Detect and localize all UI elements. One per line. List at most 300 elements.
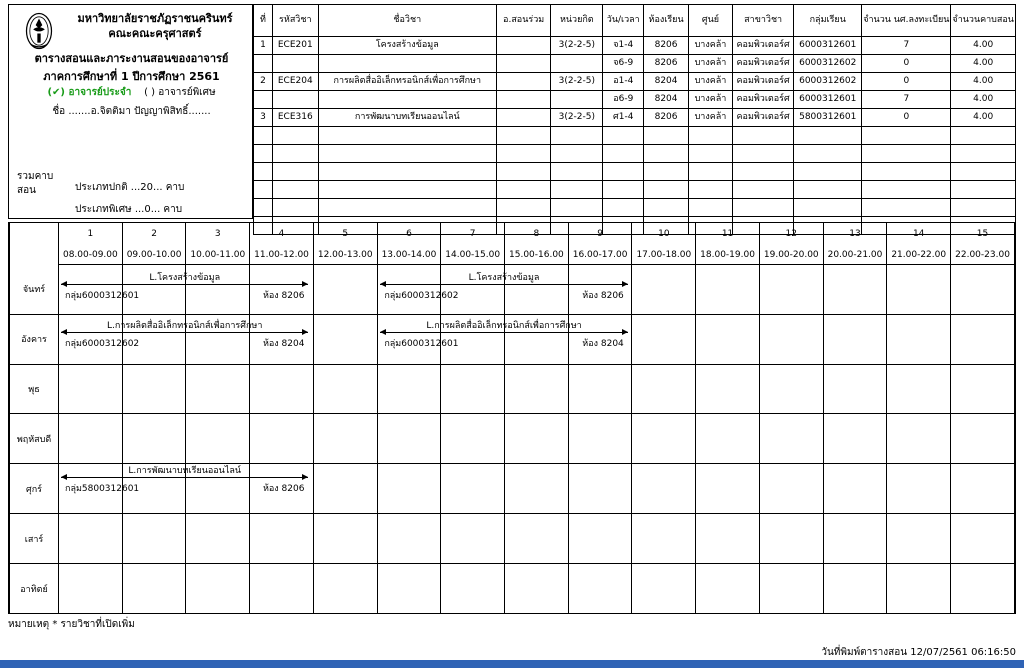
slot-cell[interactable] — [441, 364, 505, 414]
period-head: 5 — [313, 223, 377, 245]
event-room: ห้อง 8206 — [582, 291, 624, 301]
cell-hours — [951, 163, 1016, 181]
cell-name — [318, 181, 496, 199]
cell-qty: 7 — [862, 91, 951, 109]
slot-cell[interactable] — [441, 264, 505, 314]
cell-hours — [951, 145, 1016, 163]
slot-cell[interactable] — [186, 464, 250, 514]
slot-cell[interactable] — [887, 564, 951, 613]
time-head: 17.00-18.00 — [632, 245, 696, 264]
time-head: 18.00-19.00 — [696, 245, 760, 264]
slot-cell[interactable] — [696, 314, 760, 364]
slot-cell[interactable] — [441, 314, 505, 364]
cell-credit: 3(2-2-5) — [551, 37, 603, 55]
slot-cell[interactable] — [377, 564, 441, 613]
cell-name: การผลิตสื่ออิเล็กทรอนิกส์เพื่อการศึกษา — [318, 73, 496, 91]
cell-center: บางคล้า — [688, 91, 732, 109]
cell-credit — [551, 55, 603, 73]
time-head: 10.00-11.00 — [186, 245, 250, 264]
cell-day: จ6-9 — [603, 55, 644, 73]
table-row — [254, 91, 1016, 109]
cell-credit — [551, 127, 603, 145]
cell-group — [794, 181, 862, 199]
slot-cell[interactable] — [377, 414, 441, 464]
footnote: หมายเหตุ * รายวิชาที่เปิดเพิ่ม — [8, 619, 135, 630]
cell-group: 6000312602 — [794, 73, 862, 91]
cell-co — [496, 181, 550, 199]
day-label: เสาร์ — [10, 514, 59, 564]
cell-center — [688, 199, 732, 217]
table-row — [254, 73, 1016, 91]
slot-cell[interactable] — [823, 464, 887, 514]
cell-credit — [551, 181, 603, 199]
period-head: 14 — [887, 223, 951, 245]
time-head: 21.00-22.00 — [887, 245, 951, 264]
cell-hours: 4.00 — [951, 109, 1016, 127]
event-title: L.การผลิตสื่ออิเล็กทรอนิกส์เพื่อการศึกษา — [426, 321, 582, 332]
slot-cell[interactable] — [759, 314, 823, 364]
slot-cell[interactable] — [632, 314, 696, 364]
period-head: 8 — [505, 223, 569, 245]
slot-cell[interactable] — [122, 414, 186, 464]
schedule-day-row — [10, 364, 1015, 414]
slot-cell[interactable] — [505, 364, 569, 414]
slot-cell[interactable] — [186, 264, 250, 314]
event-title: L.การผลิตสื่ออิเล็กทรอนิกส์เพื่อการศึกษา — [107, 321, 263, 332]
cell-room — [644, 145, 689, 163]
event-group: กลุ่ม6000312601 — [65, 291, 140, 301]
slot-cell[interactable] — [632, 564, 696, 613]
period-head: 1 — [59, 223, 123, 245]
slot-cell[interactable] — [632, 464, 696, 514]
period-head: 6 — [377, 223, 441, 245]
cell-no — [254, 55, 273, 73]
cell-code — [272, 145, 318, 163]
slot-cell[interactable] — [441, 414, 505, 464]
cell-name — [318, 199, 496, 217]
slot-cell[interactable] — [313, 314, 377, 364]
bottom-bar — [0, 660, 1024, 668]
teacher-name: ชื่อ .......อ.จิตติมา ปัญญาพิสิทธิ์....... — [52, 106, 211, 117]
total-hours-label-line1: รวมคาบ — [17, 171, 54, 182]
cell-center: บางคล้า — [688, 109, 732, 127]
event-group: กลุ่ม6000312602 — [65, 339, 140, 350]
period-head: 9 — [568, 223, 632, 245]
slot-cell[interactable] — [59, 414, 123, 464]
slot-cell[interactable] — [505, 264, 569, 314]
cell-no — [254, 163, 273, 181]
slot-cell[interactable] — [823, 414, 887, 464]
cell-hours: 4.00 — [951, 73, 1016, 91]
slot-cell[interactable] — [377, 264, 441, 314]
cell-code — [272, 181, 318, 199]
cell-hours — [951, 199, 1016, 217]
cell-group — [794, 127, 862, 145]
table-row — [254, 37, 1016, 55]
time-head: 16.00-17.00 — [568, 245, 632, 264]
cell-group: 5800312601 — [794, 109, 862, 127]
slot-cell[interactable] — [122, 564, 186, 613]
slot-cell[interactable] — [377, 514, 441, 564]
col-daytime: วัน/เวลา — [603, 5, 644, 37]
slot-cell[interactable] — [568, 264, 632, 314]
slot-cell[interactable] — [696, 364, 760, 414]
slot-cell[interactable] — [887, 464, 951, 514]
slot-cell[interactable] — [250, 264, 314, 314]
slot-cell[interactable] — [759, 264, 823, 314]
cell-credit — [551, 91, 603, 109]
slot-cell[interactable] — [568, 414, 632, 464]
period-head: 10 — [632, 223, 696, 245]
event-group: กลุ่ม6000312601 — [384, 339, 459, 350]
slot-cell[interactable] — [951, 314, 1015, 364]
period-head: 3 — [186, 223, 250, 245]
cell-day — [603, 163, 644, 181]
cell-code — [272, 127, 318, 145]
cell-day — [603, 181, 644, 199]
special-teacher-checkbox[interactable]: ( ) อาจารย์พิเศษ — [144, 87, 216, 98]
cell-room — [644, 181, 689, 199]
cell-room: 8206 — [644, 109, 689, 127]
cell-major: คอมพิวเตอร์ศ — [733, 91, 794, 109]
header-info-box — [8, 4, 253, 219]
regular-teacher-checkbox[interactable]: (✔) อาจารย์ประจำ — [47, 87, 132, 98]
cell-group — [794, 145, 862, 163]
slot-cell[interactable] — [122, 264, 186, 314]
courses-table-head — [254, 5, 1016, 37]
period-head: 11 — [696, 223, 760, 245]
schedule-day-row — [10, 264, 1015, 314]
table-row — [254, 127, 1016, 145]
cell-no — [254, 145, 273, 163]
day-label: พฤหัสบดี — [10, 414, 59, 464]
event-room: ห้อง 8206 — [262, 291, 305, 301]
event-group: กลุ่ม6000312602 — [384, 291, 459, 301]
schedule-day-row — [10, 414, 1015, 464]
schedule-day-row — [10, 314, 1015, 364]
cell-code: ECE204 — [272, 73, 318, 91]
slot-cell[interactable] — [568, 514, 632, 564]
slot-cell[interactable] — [186, 564, 250, 613]
cell-hours — [951, 127, 1016, 145]
slot-cell[interactable] — [441, 464, 505, 514]
slot-cell[interactable] — [632, 264, 696, 314]
slot-cell[interactable] — [823, 314, 887, 364]
slot-cell[interactable] — [250, 414, 314, 464]
cell-credit: 3(2-2-5) — [551, 73, 603, 91]
cell-qty — [862, 163, 951, 181]
schedule-day-row — [10, 564, 1015, 613]
slot-cell[interactable] — [250, 564, 314, 613]
event-room: ห้อง 8206 — [262, 483, 305, 494]
cell-room — [644, 199, 689, 217]
total-hours-values — [75, 177, 184, 221]
cell-name — [318, 127, 496, 145]
slot-cell[interactable] — [505, 564, 569, 613]
cell-no — [254, 127, 273, 145]
cell-no — [254, 91, 273, 109]
university-name: มหาวิทยาลัยราชภัฏราชนครินทร์ — [77, 12, 233, 25]
cell-qty: 0 — [862, 55, 951, 73]
period-head: 2 — [122, 223, 186, 245]
time-head: 12.00-13.00 — [313, 245, 377, 264]
slot-cell[interactable] — [696, 514, 760, 564]
slot-cell[interactable] — [823, 364, 887, 414]
time-head: 08.00-09.00 — [59, 245, 123, 264]
slot-cell[interactable] — [313, 464, 377, 514]
cell-day: จ1-4 — [603, 37, 644, 55]
corner-cell — [10, 223, 59, 264]
cell-group — [794, 199, 862, 217]
time-head: 22.00-23.00 — [951, 245, 1015, 264]
slot-cell[interactable] — [759, 414, 823, 464]
slot-cell[interactable] — [186, 364, 250, 414]
cell-day — [603, 145, 644, 163]
total-hours-label-line2: สอน — [17, 185, 36, 196]
teacher-type-row — [15, 85, 248, 100]
col-coteacher: อ.สอนร่วม — [496, 5, 550, 37]
slot-cell[interactable] — [632, 514, 696, 564]
slot-cell[interactable] — [759, 564, 823, 613]
cell-credit — [551, 199, 603, 217]
slot-cell[interactable] — [632, 364, 696, 414]
slot-cell[interactable] — [186, 514, 250, 564]
total-hours-label — [17, 170, 53, 198]
day-label: อังคาร — [10, 314, 59, 364]
slot-cell[interactable] — [122, 314, 186, 364]
slot-cell[interactable] — [823, 264, 887, 314]
slot-cell[interactable] — [823, 564, 887, 613]
table-row — [254, 163, 1016, 181]
col-major: สาขาวิชา — [733, 5, 794, 37]
slot-cell[interactable] — [377, 364, 441, 414]
col-center: ศูนย์ — [688, 5, 732, 37]
slot-cell[interactable] — [696, 264, 760, 314]
slot-cell[interactable] — [59, 264, 123, 314]
cell-center — [688, 181, 732, 199]
slot-cell[interactable] — [377, 314, 441, 364]
cell-major — [733, 145, 794, 163]
cell-center: บางคล้า — [688, 55, 732, 73]
slot-cell[interactable] — [759, 514, 823, 564]
cell-name — [318, 55, 496, 73]
col-code: รหัสวิชา — [272, 5, 318, 37]
cell-credit — [551, 163, 603, 181]
day-label: ศุกร์ — [10, 464, 59, 514]
cell-major — [733, 127, 794, 145]
cell-name — [318, 145, 496, 163]
cell-major — [733, 163, 794, 181]
time-head: 15.00-16.00 — [505, 245, 569, 264]
slot-cell[interactable] — [59, 314, 123, 364]
cell-co — [496, 163, 550, 181]
event-title: L.การพัฒนาบทเรียนออนไลน์ — [128, 465, 242, 476]
cell-no — [254, 199, 273, 217]
cell-no: 2 — [254, 73, 273, 91]
slot-cell[interactable] — [377, 464, 441, 514]
slot-cell[interactable] — [186, 314, 250, 364]
schedule-table — [9, 223, 1015, 613]
slot-cell[interactable] — [59, 364, 123, 414]
col-name: ชื่อวิชา — [318, 5, 496, 37]
event-title: L.โครงสร้างข้อมูล — [149, 273, 221, 283]
col-group: กลุ่มเรียน — [794, 5, 862, 37]
slot-cell[interactable] — [823, 514, 887, 564]
cell-code — [272, 55, 318, 73]
slot-cell[interactable] — [313, 364, 377, 414]
cell-qty: 0 — [862, 109, 951, 127]
slot-cell[interactable] — [696, 564, 760, 613]
university-title — [65, 11, 245, 41]
cell-qty — [862, 199, 951, 217]
slot-cell[interactable] — [568, 364, 632, 414]
slot-cell[interactable] — [441, 564, 505, 613]
cell-major — [733, 199, 794, 217]
cell-co — [496, 91, 550, 109]
slot-cell[interactable] — [505, 464, 569, 514]
cell-credit: 3(2-2-5) — [551, 109, 603, 127]
table-row — [254, 199, 1016, 217]
slot-cell[interactable] — [250, 364, 314, 414]
time-head: 11.00-12.00 — [250, 245, 314, 264]
slot-cell[interactable] — [313, 514, 377, 564]
special-hours: ประเภทพิเศษ ...0... คาบ — [75, 204, 183, 215]
slot-cell[interactable] — [568, 464, 632, 514]
cell-group: 6000312602 — [794, 55, 862, 73]
schedule-day-row — [10, 514, 1015, 564]
top-section — [8, 4, 1016, 219]
cell-group: 6000312601 — [794, 37, 862, 55]
slot-cell[interactable] — [505, 514, 569, 564]
regular-hours: ประเภทปกติ ...20... คาบ — [75, 182, 185, 193]
cell-hours: 4.00 — [951, 55, 1016, 73]
cell-room — [644, 127, 689, 145]
slot-cell[interactable] — [122, 464, 186, 514]
cell-qty: 0 — [862, 73, 951, 91]
schedule-day-row — [10, 464, 1015, 514]
cell-day: อ1-4 — [603, 73, 644, 91]
slot-cell[interactable] — [887, 264, 951, 314]
slot-cell[interactable] — [887, 364, 951, 414]
cell-room: 8206 — [644, 37, 689, 55]
slot-cell[interactable] — [759, 464, 823, 514]
slot-cell[interactable] — [122, 364, 186, 414]
cell-credit — [551, 145, 603, 163]
slot-cell[interactable] — [887, 514, 951, 564]
cell-center: บางคล้า — [688, 37, 732, 55]
cell-name: โครงสร้างข้อมูล — [318, 37, 496, 55]
cell-qty — [862, 145, 951, 163]
cell-day: อ6-9 — [603, 91, 644, 109]
cell-center: บางคล้า — [688, 73, 732, 91]
period-head: 13 — [823, 223, 887, 245]
slot-cell[interactable] — [250, 314, 314, 364]
slot-cell[interactable] — [505, 314, 569, 364]
slot-cell[interactable] — [313, 414, 377, 464]
slot-cell[interactable] — [887, 314, 951, 364]
cell-major — [733, 181, 794, 199]
cell-hours: 4.00 — [951, 37, 1016, 55]
slot-cell[interactable] — [441, 514, 505, 564]
slot-cell[interactable] — [505, 414, 569, 464]
cell-co — [496, 55, 550, 73]
courses-table — [253, 4, 1016, 235]
cell-co — [496, 199, 550, 217]
document-title: ตารางสอนและภาระงานสอนของอาจารย์ — [34, 52, 229, 65]
slot-cell[interactable] — [568, 314, 632, 364]
cell-center — [688, 163, 732, 181]
cell-major: คอมพิวเตอร์ศ — [733, 73, 794, 91]
slot-cell[interactable] — [313, 264, 377, 314]
cell-center — [688, 145, 732, 163]
slot-cell[interactable] — [696, 464, 760, 514]
cell-day — [603, 199, 644, 217]
slot-cell[interactable] — [122, 514, 186, 564]
print-timestamp: วันที่พิมพ์ตารางสอน 12/07/2561 06:16:50 — [821, 647, 1016, 658]
event-title: L.โครงสร้างข้อมูล — [468, 273, 540, 283]
cell-major: คอมพิวเตอร์ศ — [733, 109, 794, 127]
col-no: ที่ — [254, 5, 273, 37]
cell-day — [603, 127, 644, 145]
table-row — [254, 181, 1016, 199]
time-head: 13.00-14.00 — [377, 245, 441, 264]
slot-cell[interactable] — [59, 564, 123, 613]
day-label: จันทร์ — [10, 264, 59, 314]
slot-cell[interactable] — [632, 414, 696, 464]
cell-code — [272, 199, 318, 217]
slot-cell[interactable] — [951, 364, 1015, 414]
cell-code: ECE316 — [272, 109, 318, 127]
slot-cell[interactable] — [951, 514, 1015, 564]
slot-cell[interactable] — [759, 364, 823, 414]
slot-cell[interactable] — [59, 514, 123, 564]
slot-cell[interactable] — [951, 414, 1015, 464]
slot-cell[interactable] — [568, 564, 632, 613]
slot-cell[interactable] — [250, 464, 314, 514]
slot-cell[interactable] — [951, 464, 1015, 514]
event-group: กลุ่ม5800312601 — [65, 483, 140, 494]
time-head: 09.00-10.00 — [122, 245, 186, 264]
period-head: 7 — [441, 223, 505, 245]
slot-cell[interactable] — [59, 464, 123, 514]
cell-major: คอมพิวเตอร์ศ — [733, 37, 794, 55]
cell-co — [496, 109, 550, 127]
slot-cell[interactable] — [250, 514, 314, 564]
table-row — [254, 109, 1016, 127]
slot-cell[interactable] — [887, 414, 951, 464]
period-head: 15 — [951, 223, 1015, 245]
cell-code — [272, 163, 318, 181]
cell-name — [318, 91, 496, 109]
slot-cell[interactable] — [951, 264, 1015, 314]
cell-code: ECE201 — [272, 37, 318, 55]
faculty-name: คณะคณะครุศาสตร์ — [108, 27, 202, 40]
cell-code — [272, 91, 318, 109]
slot-cell[interactable] — [696, 414, 760, 464]
slot-cell[interactable] — [951, 564, 1015, 613]
time-head: 14.00-15.00 — [441, 245, 505, 264]
event-room: ห้อง 8204 — [262, 339, 305, 350]
schedule-period-header-row — [10, 223, 1015, 245]
slot-cell[interactable] — [313, 564, 377, 613]
cell-room: 8204 — [644, 73, 689, 91]
cell-qty — [862, 181, 951, 199]
col-periods: จำนวนคาบสอน — [951, 5, 1016, 37]
cell-hours — [951, 181, 1016, 199]
slot-cell[interactable] — [186, 414, 250, 464]
cell-co — [496, 145, 550, 163]
cell-hours: 4.00 — [951, 91, 1016, 109]
